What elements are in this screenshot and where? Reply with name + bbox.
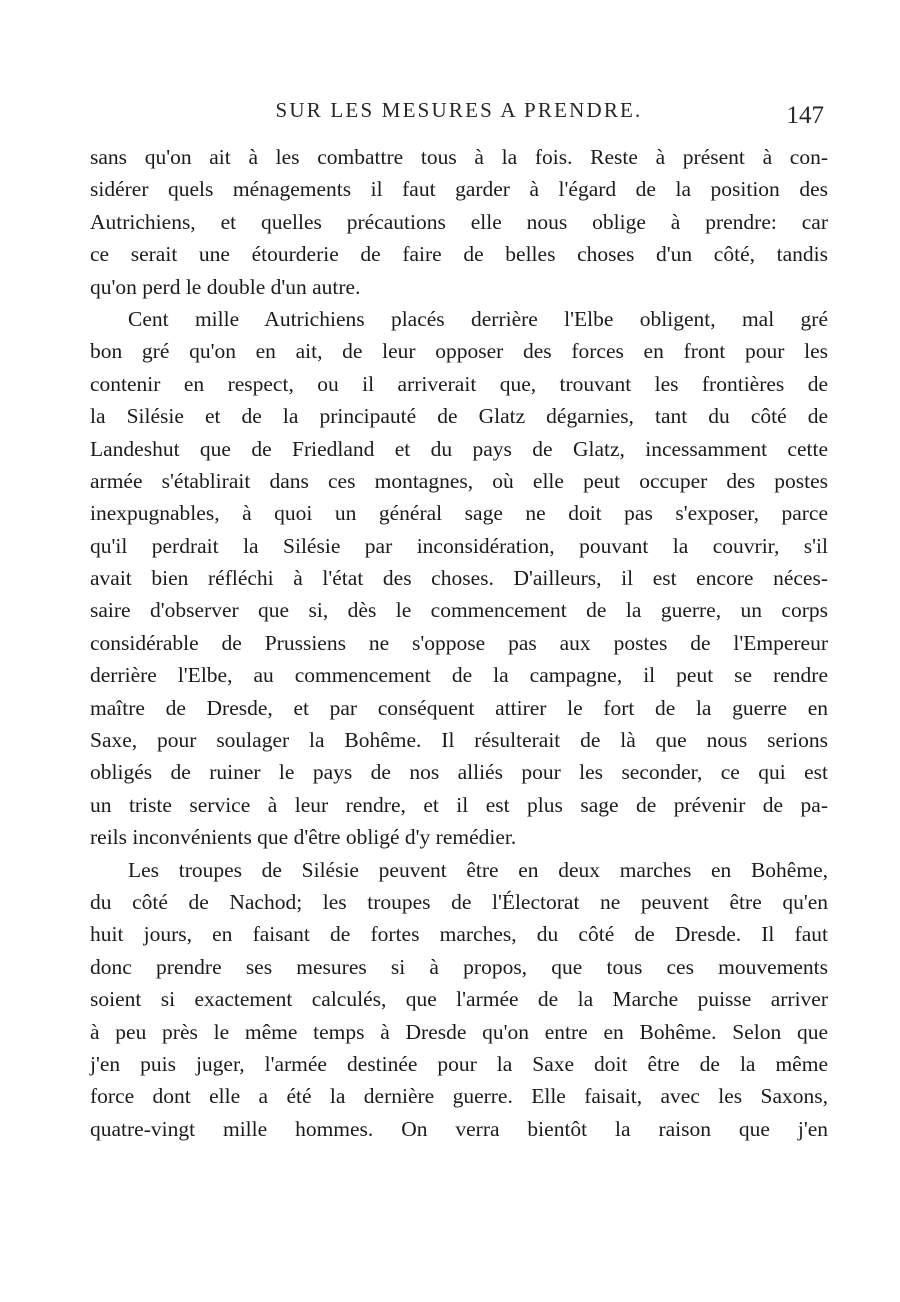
text-line: considérable de Prussiens ne s'oppose pas aux postes de l'Empereur [90, 630, 828, 655]
text-line: la Silésie et de la principauté de Glatz dégarnies, tant du côté de [90, 404, 828, 429]
text-line: obligés de ruiner le pays de nos alliés pour les seconder, ce qui est [90, 760, 828, 785]
text-line: du côté de Nachod; les troupes de l'Électorat ne peuvent être qu'en [90, 889, 828, 914]
page-number: 147 [786, 102, 824, 129]
running-title: SUR LES MESURES A PRENDRE. [275, 98, 643, 122]
text-line: qu'il perdrait la Silésie par inconsidération, pouvant la couvrir, s'il [90, 533, 828, 558]
text-line: à peu près le même temps à Dresde qu'on entre en Bohême. Selon que [90, 1019, 828, 1044]
text-line: force dont elle a été la dernière guerre. Elle faisait, avec les Saxons, [90, 1084, 828, 1109]
text-line: bon gré qu'on en ait, de leur opposer des forces en front pour les [90, 339, 828, 364]
text-line: qu'on perd le double d'un autre. [90, 274, 361, 299]
text-line: sans qu'on ait à les combattre tous à la fois. Reste à présent à con- [90, 145, 828, 169]
text-line: Autrichiens, et quelles précautions elle nous oblige à prendre: car [90, 209, 828, 234]
text-line: ce serait une étourderie de faire de belles choses d'un côté, tandis [90, 242, 828, 267]
text-line: Les troupes de Silésie peuvent être en deux marches en Bohême, [128, 857, 828, 882]
text-line: huit jours, en faisant de fortes marches, du côté de Dresde. Il faut [90, 922, 828, 947]
text-line: inexpugnables, à quoi un général sage ne doit pas s'exposer, parce [90, 501, 828, 526]
text-line: soient si exactement calculés, que l'armée de la Marche puisse arriver [90, 987, 828, 1012]
text-line: maître de Dresde, et par conséquent attirer le fort de la guerre en [90, 695, 828, 720]
running-head [90, 98, 828, 128]
text-line: sidérer quels ménagements il faut garder à l'égard de la position des [90, 177, 828, 202]
text-line: saire d'observer que si, dès le commencement de la guerre, un corps [90, 598, 828, 623]
text-line: quatre-vingt mille hommes. On verra bientôt la raison que j'en [90, 1116, 828, 1141]
body-text [90, 141, 828, 1145]
text-line: donc prendre ses mesures si à propos, que tous ces mouvements [90, 954, 828, 979]
text-line: j'en puis juger, l'armée destinée pour la Saxe doit être de la même [90, 1051, 828, 1076]
text-line: avait bien réfléchi à l'état des choses. D'ailleurs, il est encore néces- [90, 566, 828, 591]
text-line: contenir en respect, ou il arriverait que, trouvant les frontières de [90, 371, 828, 396]
text-line: Cent mille Autrichiens placés derrière l'Elbe obligent, mal gré [128, 306, 828, 331]
text-line: un triste service à leur rendre, et il est plus sage de prévenir de pa- [90, 792, 828, 817]
text-line: derrière l'Elbe, au commencement de la campagne, il peut se rendre [90, 663, 828, 688]
text-line: reils inconvénients que d'être obligé d'y remédier. [90, 825, 517, 850]
text-line: Saxe, pour soulager la Bohême. Il résulterait de là que nous serions [90, 728, 828, 753]
text-line: armée s'établirait dans ces montagnes, où elle peut occuper des postes [90, 468, 828, 493]
text-line: Landeshut que de Friedland et du pays de Glatz, incessamment cette [90, 436, 828, 461]
